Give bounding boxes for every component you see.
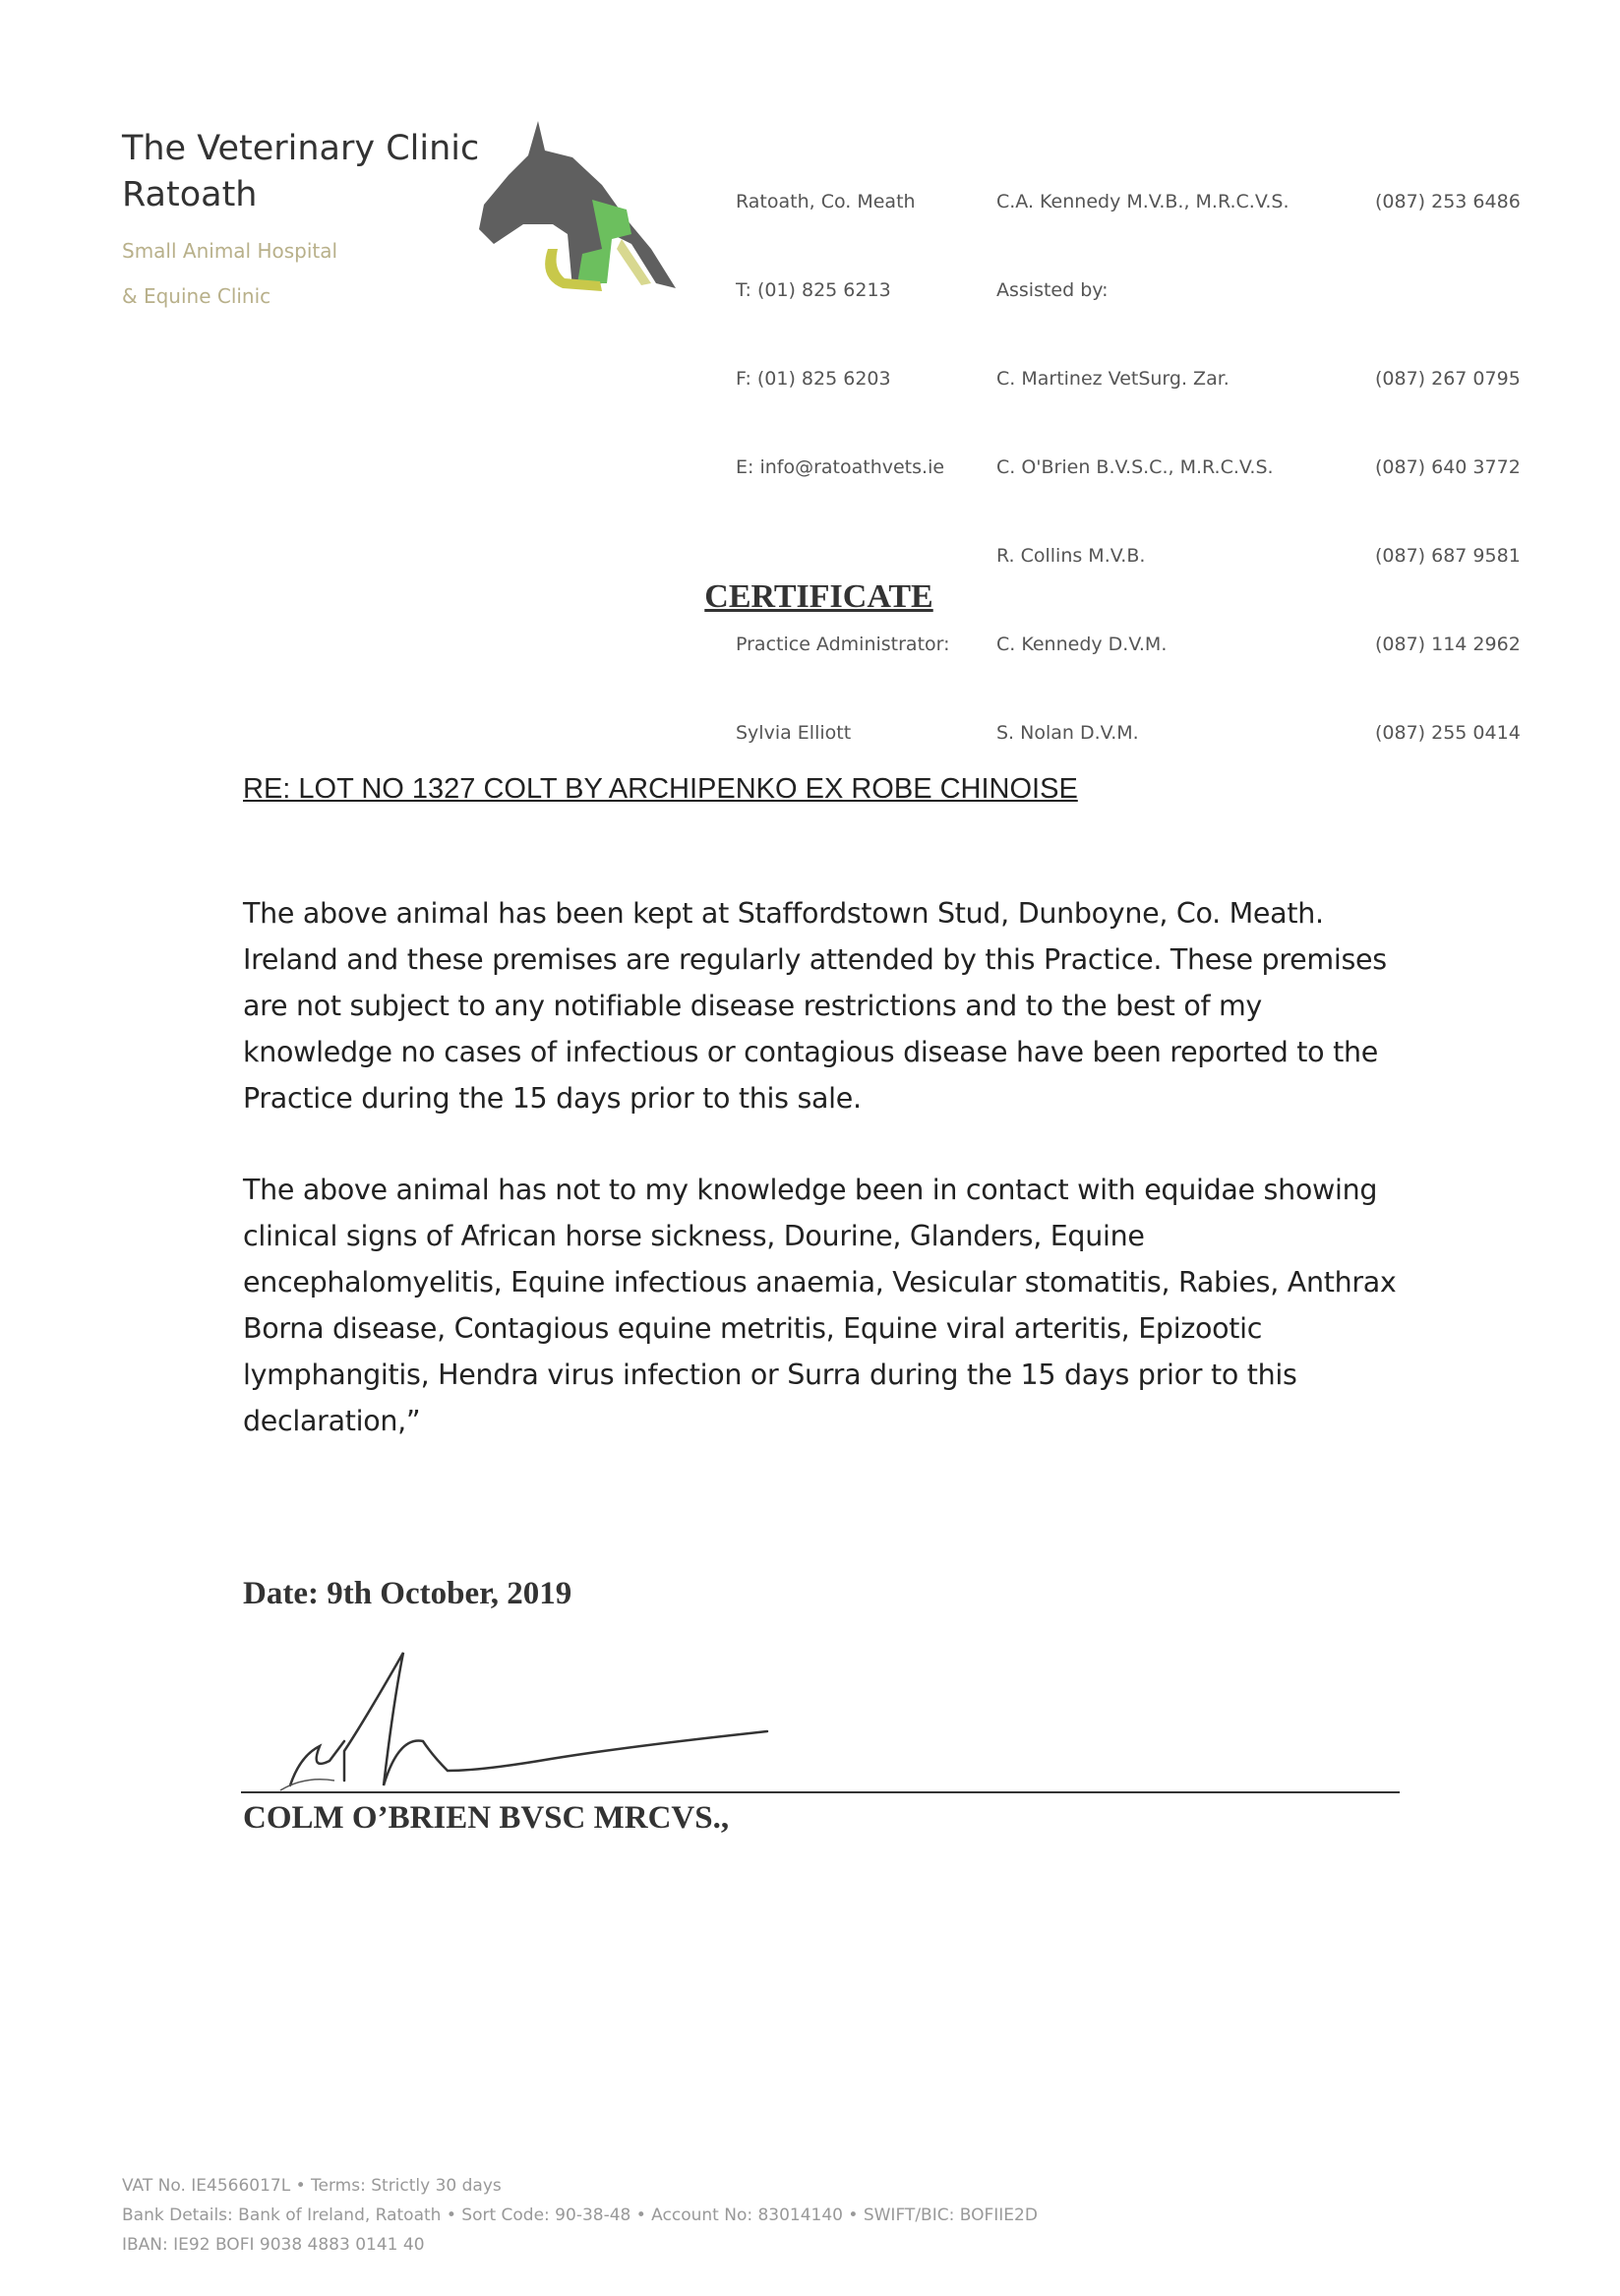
paragraph-1: The above animal has been kept at Staffordstown Stud, Dunboyne, Co. Meath. Ireland and these premises are regularly attended by this Practice. These premises are not subject to any notifiable disease restrictions and to the best of my knowledge no cases of infectious or contagious disease have been reported to the Practice during the 15 days prior to this sale. (243, 897, 1387, 1115)
fax: F: (01) 825 6203 (736, 368, 891, 390)
vet-phone: (087) 267 0795 (1375, 368, 1521, 390)
re-line: RE: LOT NO 1327 COLT BY ARCHIPENKO EX ROBE CHINOISE (243, 773, 1078, 805)
horse-logo-icon (454, 116, 690, 298)
footer (122, 2171, 1038, 2260)
footer-iban: IBAN: IE92 BOFI 9038 4883 0141 40 (122, 2235, 425, 2255)
vet-phone: (087) 687 9581 (1375, 545, 1521, 567)
assisted-by-label: Assisted by: (996, 279, 1109, 301)
telephone: T: (01) 825 6213 (736, 279, 891, 301)
vet-phone: (087) 640 3772 (1375, 456, 1521, 478)
administrator-label: Practice Administrator: (736, 634, 950, 655)
address-line: Ratoath, Co. Meath (736, 191, 916, 212)
vet-phone: (087) 255 0414 (1375, 722, 1521, 744)
spacer (1375, 275, 1521, 305)
spacer (736, 541, 950, 571)
clinic-name (122, 126, 479, 218)
document-title: CERTIFICATE (704, 578, 933, 615)
vet-phone: (087) 253 6486 (1375, 191, 1521, 212)
email: E: info@ratoathvets.ie (736, 456, 945, 478)
vets-column (996, 128, 1290, 777)
clinic-name-line2: Ratoath (122, 175, 258, 214)
vet-name: C. Martinez VetSurg. Zar. (996, 368, 1230, 390)
footer-vat-terms: VAT No. IE4566017L • Terms: Strictly 30 days (122, 2176, 502, 2196)
phones-column (1375, 128, 1521, 777)
signature-line (241, 1791, 1400, 1793)
vet-name: C.A. Kennedy M.V.B., M.R.C.V.S. (996, 191, 1290, 212)
signature (275, 1643, 787, 1800)
vet-name: C. Kennedy D.V.M. (996, 634, 1168, 655)
subtitle-line2: & Equine Clinic (122, 284, 271, 308)
date: Date: 9th October, 2019 (243, 1576, 572, 1611)
subtitle-line1: Small Animal Hospital (122, 239, 338, 263)
vet-phone: (087) 114 2962 (1375, 634, 1521, 655)
vet-name: S. Nolan D.V.M. (996, 722, 1139, 744)
administrator-name: Sylvia Elliott (736, 722, 852, 744)
clinic-subtitle (122, 228, 337, 319)
clinic-name-line1: The Veterinary Clinic (122, 129, 480, 168)
signatory-name: COLM O’BRIEN BVSC MRCVS., (243, 1800, 730, 1836)
vet-name: R. Collins M.V.B. (996, 545, 1146, 567)
vet-name: C. O'Brien B.V.S.C., M.R.C.V.S. (996, 456, 1274, 478)
footer-bank-details: Bank Details: Bank of Ireland, Ratoath • Sort Code: 90-38-48 • Account No: 83014140 • SWIFT/BIC: BOFIIE2D (122, 2205, 1038, 2225)
paragraph-2: The above animal has not to my knowledge been in contact with equidae showing clinical signs of African horse sickness, Dourine, Glanders, Equine encephalomyelitis, Equine infectious anaemia, Vesicular stomatitis, Rabies, Anthrax Borna disease, Contagious equine metritis, Equine viral arteritis, Epizootic lymphangitis, Hendra virus infection or Surra during the 15 days prior to this declaration,” (243, 1174, 1397, 1437)
address-column (736, 128, 950, 777)
